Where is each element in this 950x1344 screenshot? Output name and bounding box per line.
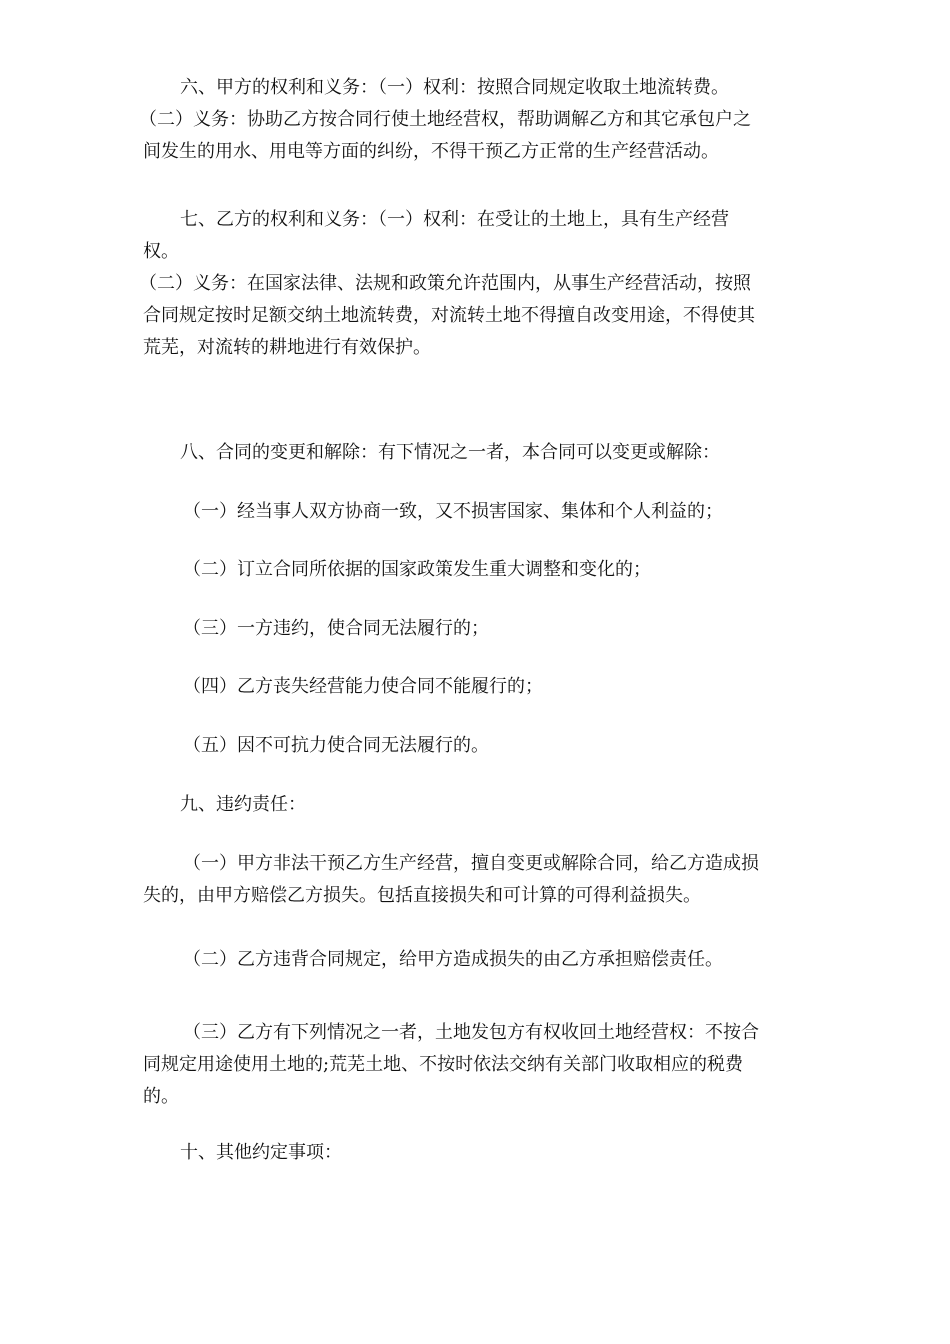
section-7-rights-obligations-party-b <box>139 204 807 364</box>
section-6-rights-obligations-party-a <box>139 72 807 168</box>
section-8-item-2 <box>143 554 807 586</box>
section-9-heading <box>143 789 807 821</box>
section-8-item-3-text: （三）一方违约，使合同无法履行的； <box>183 618 489 639</box>
section-9-item-3-line-1: （三）乙方有下列情况之一者，土地发包方有权收回土地经营权：不按合 <box>183 1022 759 1043</box>
section-10-heading <box>143 1137 807 1169</box>
section-9-item-3 <box>143 1017 807 1113</box>
section-8-heading <box>143 437 807 469</box>
section-7-line-2: 权。 <box>143 241 179 262</box>
section-9-item-2-text: （二）乙方违背合同规定，给甲方造成损失的由乙方承担赔偿责任。 <box>183 949 723 970</box>
section-9-item-1-line-1: （一）甲方非法干预乙方生产经营，擅自变更或解除合同，给乙方造成损 <box>183 853 759 874</box>
section-8-item-5 <box>143 730 807 762</box>
section-9-item-3-line-2: 同规定用途使用土地的;荒芜土地、不按时依法交纳有关部门收取相应的税费 <box>143 1054 744 1075</box>
section-8-item-4-text: （四）乙方丧失经营能力使合同不能履行的； <box>183 676 543 697</box>
section-9-item-3-line-3: 的。 <box>143 1086 179 1107</box>
section-7-line-5: 荒芜，对流转的耕地进行有效保护。 <box>143 337 431 358</box>
section-8-item-1-text: （一）经当事人双方协商一致，又不损害国家、集体和个人利益的； <box>183 501 723 522</box>
section-6-line-2: （二）义务：协助乙方按合同行使土地经营权，帮助调解乙方和其它承包户之 <box>139 109 751 130</box>
section-8-item-3 <box>143 613 807 645</box>
section-10-heading-text: 十、其他约定事项： <box>180 1142 342 1163</box>
section-9-item-1 <box>143 848 807 912</box>
section-9-heading-text: 九、违约责任： <box>180 794 306 815</box>
section-6-line-1: 六、甲方的权利和义务：（一）权利：按照合同规定收取土地流转费。 <box>180 77 729 98</box>
section-7-line-3: （二）义务：在国家法律、法规和政策允许范围内，从事生产经营活动，按照 <box>139 273 751 294</box>
section-9-item-1-line-2: 失的，由甲方赔偿乙方损失。包括直接损失和可计算的可得利益损失。 <box>143 885 701 906</box>
section-8-item-4 <box>143 671 807 703</box>
section-8-heading-text: 八、合同的变更和解除：有下情况之一者，本合同可以变更或解除： <box>180 442 720 463</box>
section-8-item-1 <box>143 496 807 528</box>
section-8-item-5-text: （五）因不可抗力使合同无法履行的。 <box>183 735 489 756</box>
section-9-item-2 <box>143 944 807 976</box>
section-8-item-2-text: （二）订立合同所依据的国家政策发生重大调整和变化的； <box>183 559 651 580</box>
section-6-line-3: 间发生的用水、用电等方面的纠纷，不得干预乙方正常的生产经营活动。 <box>143 141 719 162</box>
section-7-line-4: 合同规定按时足额交纳土地流转费，对流转土地不得擅自改变用途，不得使其 <box>143 305 755 326</box>
section-7-line-1: 七、乙方的权利和义务：（一）权利：在受让的土地上，具有生产经营 <box>180 209 729 230</box>
